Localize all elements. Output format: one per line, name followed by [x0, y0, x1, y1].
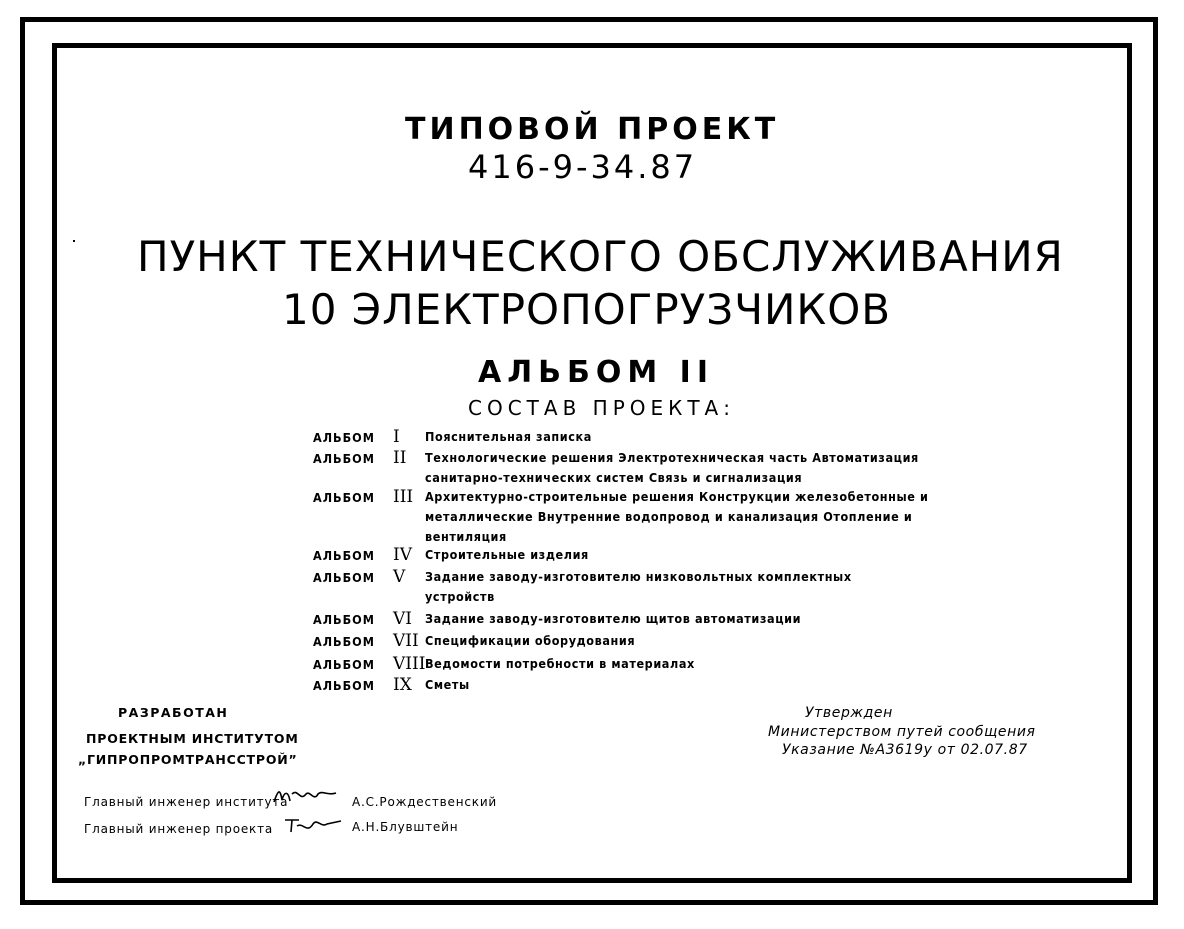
developed-by: ПРОЕКТНЫМ ИНСТИТУТОМ: [86, 731, 299, 746]
signature-institute: [270, 784, 340, 810]
album-word: АЛЬБОМ: [313, 430, 375, 445]
album-word: АЛЬБОМ: [313, 451, 375, 466]
album-description: вентиляция: [425, 529, 507, 544]
album-word: АЛЬБОМ: [313, 570, 375, 585]
approved-by: Министерством путей сообщения: [768, 724, 1036, 740]
chief-engineer-project-label: Главный инженер проекта: [84, 822, 274, 836]
developed-label: РАЗРАБОТАН: [118, 705, 229, 720]
album-description: Архитектурно-строительные решения Конструкции железобетонные и: [425, 489, 929, 504]
title-line-1: ПУНКТ ТЕХНИЧЕСКОГО ОБСЛУЖИВАНИЯ: [137, 232, 1064, 281]
ink-speck: [73, 240, 75, 242]
chief-engineer-institute-name: А.С.Рождественский: [352, 795, 498, 809]
signature-project: [283, 812, 343, 836]
album-number: I: [393, 427, 400, 447]
album-number: IV: [393, 545, 412, 565]
composition-heading: СОСТАВ ПРОЕКТА:: [468, 396, 735, 420]
album-description: Задание заводу-изготовителю щитов автоматизации: [425, 611, 802, 626]
album-description: Строительные изделия: [425, 547, 589, 562]
chief-engineer-project-name: А.Н.Блувштейн: [352, 820, 459, 834]
album-heading: АЛЬБОМ II: [478, 355, 714, 390]
project-number: 416-9-34.87: [468, 148, 698, 186]
album-description: Технологические решения Электротехническая часть Автоматизация: [425, 450, 919, 465]
album-number: II: [393, 448, 407, 468]
album-description: металлические Внутренние водопровод и канализация Отопление и: [425, 509, 913, 524]
approved-label: Утвержден: [805, 705, 893, 721]
album-number: VI: [393, 609, 412, 629]
album-number: IX: [393, 675, 412, 695]
album-description: Пояснительная записка: [425, 429, 592, 444]
title-line-2: 10 ЭЛЕКТРОПОГРУЗЧИКОВ: [282, 285, 892, 334]
album-number: III: [393, 487, 414, 507]
album-word: АЛЬБОМ: [313, 490, 375, 505]
institute-name: „ГИПРОПРОМТРАНССТРОЙ”: [78, 752, 298, 767]
album-description: санитарно-технических систем Связь и сигнализация: [425, 470, 803, 485]
album-word: АЛЬБОМ: [313, 634, 375, 649]
album-number: VIII: [393, 654, 426, 674]
album-word: АЛЬБОМ: [313, 678, 375, 693]
album-description: устройств: [425, 589, 495, 604]
album-description: Спецификации оборудования: [425, 633, 636, 648]
album-word: АЛЬБОМ: [313, 612, 375, 627]
album-word: АЛЬБОМ: [313, 548, 375, 563]
album-description: Сметы: [425, 677, 470, 692]
chief-engineer-institute-label: Главный инженер института: [84, 795, 289, 809]
album-number: VII: [393, 631, 419, 651]
album-word: АЛЬБОМ: [313, 657, 375, 672]
project-label: ТИПОВОЙ ПРОЕКТ: [405, 112, 780, 147]
album-number: V: [393, 567, 406, 587]
album-description: Ведомости потребности в материалах: [425, 656, 695, 671]
approval-decree: Указание №А3619у от 02.07.87: [782, 742, 1028, 758]
album-description: Задание заводу-изготовителю низковольтных комплектных: [425, 569, 852, 584]
